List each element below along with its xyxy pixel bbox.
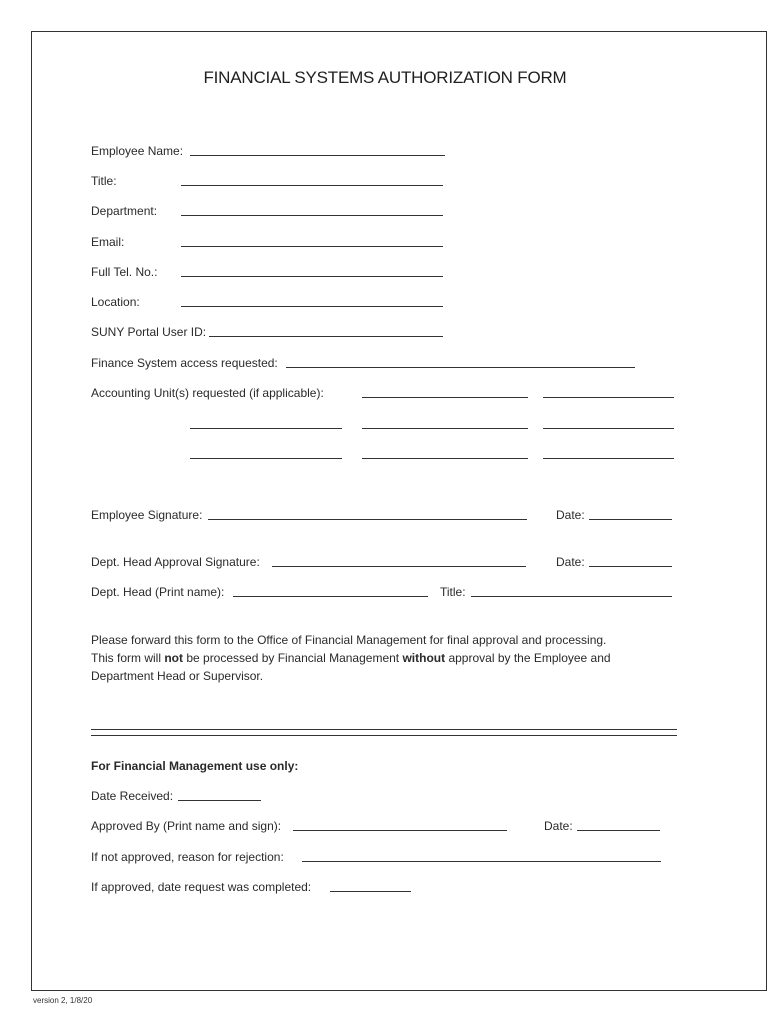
email-field[interactable] <box>181 246 443 247</box>
version-note: version 2, 1/8/20 <box>33 996 93 1005</box>
accounting-unit-field[interactable] <box>543 428 674 429</box>
notice-line-3: Department Head or Supervisor. <box>91 669 264 683</box>
dept-head-print-label: Dept. Head (Print name): <box>91 585 225 599</box>
approved-date-label: Date: <box>544 819 573 833</box>
approved-date-field[interactable] <box>577 830 660 831</box>
completed-date-field[interactable] <box>330 891 411 892</box>
dept-head-print-field[interactable] <box>233 596 428 597</box>
employee-date-label: Date: <box>556 508 585 522</box>
department-field[interactable] <box>181 215 443 216</box>
employee-name-label: Employee Name: <box>91 144 184 158</box>
dept-head-approval-label: Dept. Head Approval Signature: <box>91 555 260 569</box>
notice-text: approval by the Employee and <box>445 651 611 665</box>
accounting-unit-field[interactable] <box>362 458 528 459</box>
suny-portal-label: SUNY Portal User ID: <box>91 325 207 339</box>
notice-line-2 <box>91 649 611 667</box>
notice-text: be processed by Financial Management <box>183 651 403 665</box>
accounting-unit-field[interactable] <box>362 397 528 398</box>
approved-by-label: Approved By (Print name and sign): <box>91 819 282 833</box>
employee-name-field[interactable] <box>190 155 445 156</box>
dept-head-approval-field[interactable] <box>272 566 526 567</box>
accounting-units-label: Accounting Unit(s) requested (if applicable): <box>91 386 324 400</box>
rejection-reason-label: If not approved, reason for rejection: <box>91 850 284 864</box>
form-title: FINANCIAL SYSTEMS AUTHORIZATION FORM <box>203 68 567 87</box>
approved-by-field[interactable] <box>293 830 507 831</box>
notice-text: This form will <box>91 651 165 665</box>
completed-date-label: If approved, date request was completed: <box>91 880 312 894</box>
employee-signature-field[interactable] <box>208 519 527 520</box>
notice-emphasis-without: without <box>402 651 446 665</box>
date-received-field[interactable] <box>178 800 261 801</box>
location-field[interactable] <box>181 306 443 307</box>
dept-head-date-label: Date: <box>556 555 585 569</box>
accounting-unit-field[interactable] <box>190 428 342 429</box>
section-separator <box>91 729 677 736</box>
notice-emphasis-not: not <box>164 651 183 665</box>
accounting-unit-field[interactable] <box>543 458 674 459</box>
email-label: Email: <box>91 235 125 249</box>
notice-line-1: Please forward this form to the Office of Financial Management for final approval and processing. <box>91 633 607 647</box>
dept-head-date-field[interactable] <box>589 566 672 567</box>
date-received-label: Date Received: <box>91 789 174 803</box>
accounting-unit-field[interactable] <box>543 397 674 398</box>
title-field[interactable] <box>181 185 443 186</box>
finance-access-label: Finance System access requested: <box>91 356 278 370</box>
notice-paragraph <box>91 631 611 685</box>
tel-field[interactable] <box>181 276 443 277</box>
employee-date-field[interactable] <box>589 519 672 520</box>
rejection-reason-field[interactable] <box>302 861 661 862</box>
finance-access-field[interactable] <box>286 367 635 368</box>
department-label: Department: <box>91 204 158 218</box>
suny-portal-field[interactable] <box>209 336 443 337</box>
tel-label: Full Tel. No.: <box>91 265 158 279</box>
title-label: Title: <box>91 174 117 188</box>
dept-head-title-label: Title: <box>440 585 466 599</box>
accounting-unit-field[interactable] <box>362 428 528 429</box>
location-label: Location: <box>91 295 140 309</box>
employee-signature-label: Employee Signature: <box>91 508 203 522</box>
dept-head-title-field[interactable] <box>471 596 672 597</box>
accounting-unit-field[interactable] <box>190 458 342 459</box>
office-use-heading: For Financial Management use only: <box>91 759 299 773</box>
